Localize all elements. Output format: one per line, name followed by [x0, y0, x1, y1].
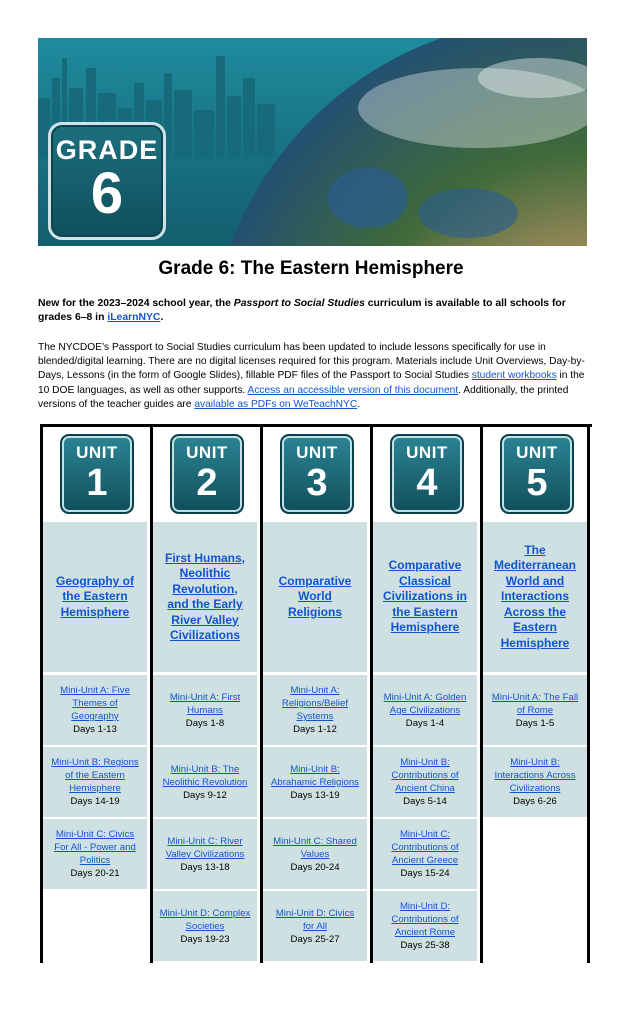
unit-title-link[interactable]: Comparative Classical Civilizations in the Eastern Hemisphere	[383, 558, 468, 635]
mini-unit-cell	[43, 747, 147, 817]
mini-unit-link[interactable]: Mini-Unit D: Complex Societies	[159, 907, 251, 932]
mini-unit-link[interactable]: Mini-Unit D: Contributions of Ancient Rome	[391, 901, 459, 938]
desc-text-2: in the 10 DOE languages, as well as other supports.	[38, 370, 585, 396]
unit-title-link[interactable]: The Mediterranean World and Interactions Across the Eastern Hemisphere	[493, 542, 577, 650]
mini-unit-days: Days 1-8	[185, 717, 225, 729]
mini-unit-link[interactable]: Mini-Unit A: Religions/Belief Systems	[281, 685, 349, 722]
unit-badge	[60, 434, 134, 514]
mini-unit-link[interactable]: Mini-Unit B: Regions of the Eastern Hemisphere	[51, 757, 139, 794]
grade-badge	[48, 122, 166, 240]
unit-title-link[interactable]: Comparative World Religions	[278, 573, 352, 619]
mini-unit-link[interactable]: Mini-Unit B: Abrahamic Religions	[271, 763, 359, 788]
unit-badge	[170, 434, 244, 514]
unit-title-cell	[373, 522, 477, 672]
page-title: Grade 6: The Eastern Hemisphere	[158, 258, 464, 279]
units-grid	[40, 424, 592, 963]
mini-unit-days: Days 1-5	[515, 717, 555, 729]
grade-word: GRADE	[55, 135, 159, 165]
mini-unit-link[interactable]: Mini-Unit C: River Valley Civilizations	[165, 835, 245, 860]
unit-badge	[280, 434, 354, 514]
student-workbooks-link[interactable]: student workbooks	[471, 370, 557, 382]
unit-word: UNIT	[516, 443, 558, 462]
mini-unit-cell	[373, 819, 477, 889]
mini-unit-cell	[153, 675, 257, 745]
unit-title-link[interactable]: First Humans, Neolithic Revolution, and the Early River Valley Civilizations	[164, 550, 245, 642]
unit-number: 5	[526, 462, 548, 504]
grade-banner	[38, 38, 587, 246]
mini-unit-days: Days 9-12	[183, 789, 227, 801]
mini-unit-link[interactable]: Mini-Unit B: Interactions Across Civilizations	[494, 757, 576, 794]
unit-word: UNIT	[296, 443, 338, 462]
mini-unit-days: Days 20-21	[70, 868, 120, 879]
mini-unit-days: Days 20-24	[290, 861, 340, 873]
mini-unit-cell	[153, 819, 257, 889]
unit-badge	[500, 434, 574, 514]
mini-unit-cell	[483, 747, 587, 817]
unit-title-cell	[43, 522, 147, 672]
unit-number: 3	[306, 462, 328, 504]
unit-word: UNIT	[76, 443, 118, 462]
intro-text-3: .	[160, 312, 164, 323]
mini-unit-cell	[373, 747, 477, 817]
mini-unit-cell	[373, 675, 477, 745]
mini-unit-days: Days 5-14	[403, 796, 447, 807]
mini-unit-days: Days 25-38	[400, 940, 450, 951]
mini-unit-link[interactable]: Mini-Unit A: Golden Age Civilizations	[383, 691, 467, 716]
mini-unit-days: Days 1-13	[73, 724, 117, 735]
desc-text-3: . Additionally, the printed versions of the teacher guides are	[38, 384, 569, 410]
intro-italic: Passport to Social Studies	[233, 298, 365, 309]
description-paragraph	[38, 341, 588, 412]
mini-unit-cell	[153, 891, 257, 961]
unit-number: 4	[416, 462, 438, 504]
unit-word: UNIT	[186, 443, 228, 462]
unit-column	[150, 427, 260, 963]
mini-unit-days: Days 25-27	[290, 933, 340, 945]
mini-unit-days: Days 1-4	[405, 717, 445, 729]
mini-unit-cell	[263, 891, 367, 961]
mini-unit-cell	[263, 747, 367, 817]
unit-column	[480, 427, 590, 963]
mini-unit-link[interactable]: Mini-Unit A: The Fall of Rome	[491, 691, 579, 716]
intro-paragraph	[38, 297, 586, 325]
unit-number: 2	[196, 462, 218, 504]
mini-unit-link[interactable]: Mini-Unit B: Contributions of Ancient China	[391, 757, 459, 794]
mini-unit-link[interactable]: Mini-Unit D: Civics for All	[275, 907, 355, 932]
mini-unit-cell	[263, 675, 367, 745]
mini-unit-link[interactable]: Mini-Unit C: Contributions of Ancient Greece	[391, 829, 459, 866]
mini-unit-link[interactable]: Mini-Unit A: First Humans	[169, 691, 241, 716]
intro-text: New for the 2023–2024 school year, the	[38, 298, 234, 309]
accessible-version-link[interactable]: Access an accessible version of this document	[247, 384, 459, 396]
mini-unit-cell	[43, 819, 147, 889]
mini-unit-cell	[483, 675, 587, 745]
desc-text: The NYCDOE’s Passport to Social Studies curriculum has been updated to include lessons specifically for use in blended/digital learning. There are no digital licenses required for this program. Materials include Unit Overviews, Day-by-Days, Lessons (in the form of Google Slides), fillable PDF files of the Passport to Social Studies	[38, 342, 585, 382]
unit-title-cell	[263, 522, 367, 672]
mini-unit-days: Days 15-24	[400, 868, 450, 879]
mini-unit-days: Days 1-12	[293, 724, 337, 735]
mini-unit-days: Days 19-23	[180, 933, 230, 945]
mini-unit-cell	[263, 819, 367, 889]
unit-column	[370, 427, 480, 963]
unit-title-cell	[483, 522, 587, 672]
ilearnnyc-link[interactable]: iLearnNYC	[107, 312, 161, 323]
mini-unit-link[interactable]: Mini-Unit A: Five Themes of Geography	[60, 685, 130, 722]
mini-unit-link[interactable]: Mini-Unit C: Civics For All - Power and Politics	[54, 829, 136, 866]
unit-title-link[interactable]: Geography of the Eastern Hemisphere	[55, 573, 134, 619]
desc-text-4: .	[357, 398, 361, 410]
weteachnyc-link[interactable]: available as PDFs on WeTeachNYC	[194, 398, 358, 410]
grade-number: 6	[90, 161, 124, 226]
unit-column	[40, 427, 150, 963]
mini-unit-days: Days 13-18	[180, 861, 230, 873]
mini-unit-cell	[43, 675, 147, 745]
intro-text-2: curriculum is available to all schools for grades 6–8 in	[38, 298, 566, 323]
unit-badge	[390, 434, 464, 514]
mini-unit-cell	[373, 891, 477, 961]
unit-title-cell	[153, 522, 257, 672]
mini-unit-days: Days 14-19	[70, 796, 120, 807]
mini-unit-link[interactable]: Mini-Unit B: The Neolithic Revolution	[162, 763, 248, 788]
unit-number: 1	[86, 462, 108, 504]
unit-word: UNIT	[406, 443, 448, 462]
mini-unit-days: Days 6-26	[513, 796, 557, 807]
mini-unit-days: Days 13-19	[290, 789, 340, 801]
mini-unit-link[interactable]: Mini-Unit C: Shared Values	[273, 835, 357, 860]
mini-unit-cell	[153, 747, 257, 817]
unit-column	[260, 427, 370, 963]
